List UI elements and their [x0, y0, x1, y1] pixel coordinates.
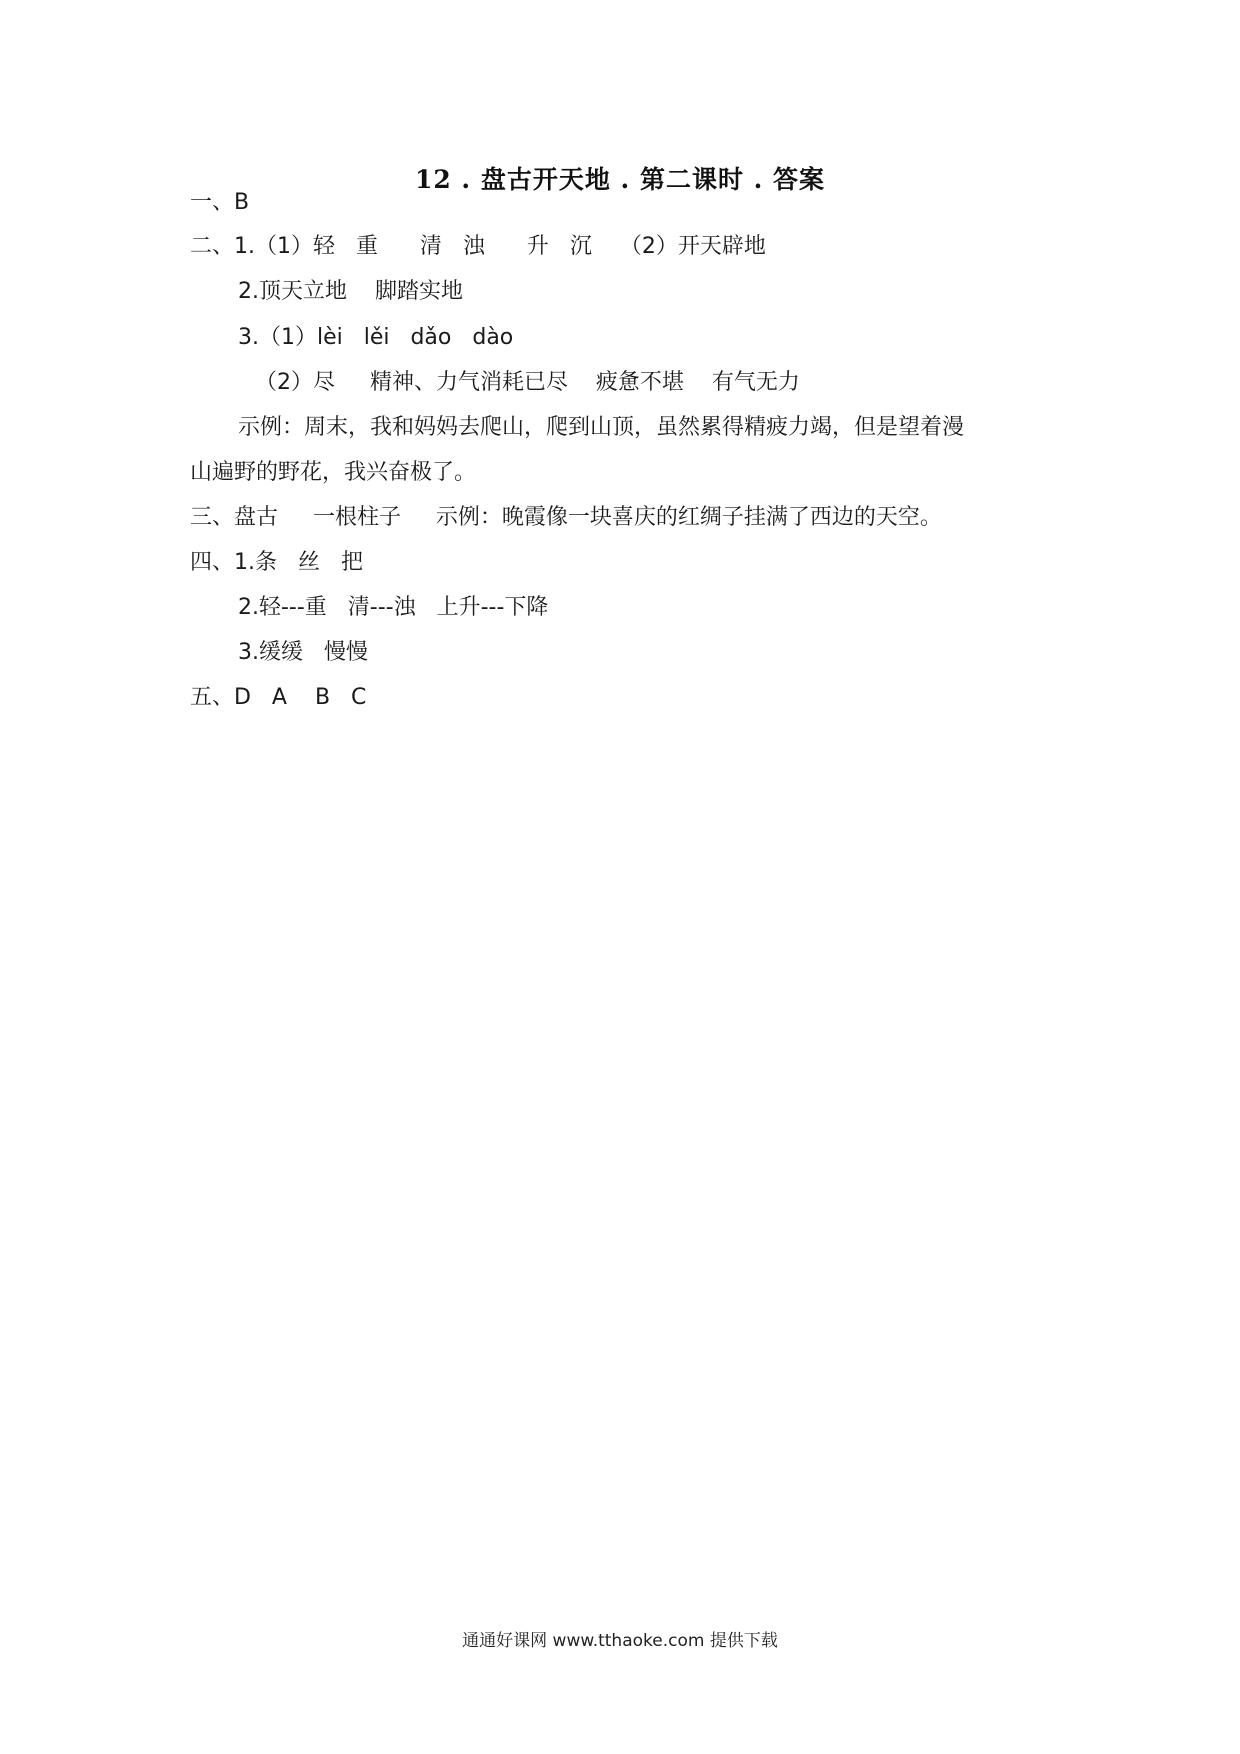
page-title: 12 . 盘古开天地 . 第二课时 . 答案	[414, 165, 826, 194]
answer-section-3: 三、盘古 一根柱子 示例：晚霞像一块喜庆的红绸子挂满了西边的天空。	[190, 505, 942, 530]
answer-section-2-item-2: 2.顶天立地 脚踏实地	[238, 279, 463, 304]
answer-section-4-item-3: 3.缓缓 慢慢	[238, 640, 368, 665]
answer-section-2-item-3-sub-2: （2）尽 精神、力气消耗已尽 疲惫不堪 有气无力	[255, 370, 800, 395]
example-paragraph-line-1: 示例：周末，我和妈妈去爬山，爬到山顶，虽然累得精疲力竭，但是望着漫	[238, 415, 965, 440]
answer-section-5: 五、D A B C	[190, 685, 367, 710]
answer-section-1: 一、B	[190, 190, 250, 215]
answer-section-4-item-1: 四、1.条 丝 把	[190, 550, 363, 575]
footer-credit: 通通好课网 www.tthaoke.com 提供下载	[462, 1631, 778, 1651]
answer-section-4-item-2: 2.轻---重 清---浊 上升---下降	[238, 595, 549, 620]
example-paragraph-line-2: 山遍野的野花，我兴奋极了。	[190, 460, 477, 485]
answer-section-2-item-3: 3.（1）lèi lěi dǎo dào	[238, 325, 514, 350]
answer-section-2-item-1: 二、1.（1）轻 重 清 浊 升 沉 （2）开天辟地	[190, 234, 766, 259]
